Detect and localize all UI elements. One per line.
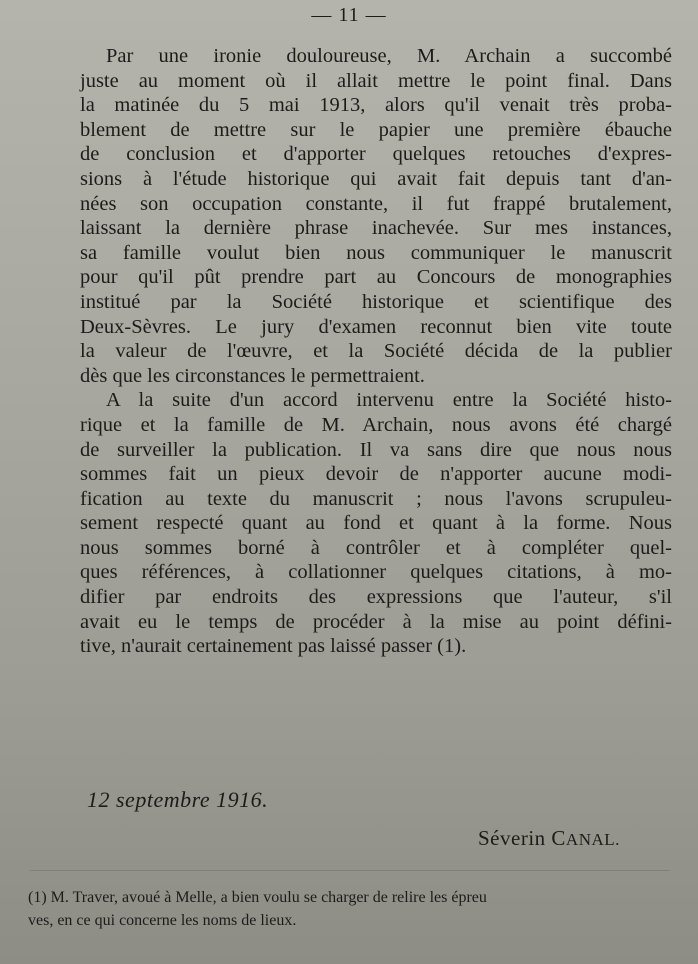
text-line: Par une ironie douloureuse, M. Archain a succombé bbox=[106, 45, 672, 67]
signature bbox=[478, 826, 620, 851]
text-line: de surveiller la publication. Il va sans dire que nous nous bbox=[80, 438, 672, 461]
text-line: tive, n'aurait certainement pas laissé passer (1). bbox=[80, 635, 467, 658]
text-line: sement respecté quant au fond et quant à la forme. Nous bbox=[80, 512, 672, 535]
text-line: avait eu le temps de procéder à la mise au point défini- bbox=[80, 610, 672, 633]
text-line: Deux-Sèvres. Le jury d'examen reconnut bien vite toute bbox=[80, 315, 672, 338]
body-text bbox=[80, 44, 672, 659]
signature-first-name: Séverin bbox=[478, 826, 552, 850]
text-line: dès que les circonstances le permettraient. bbox=[80, 364, 425, 387]
footnote-line: ves, en ce qui concerne les noms de lieux. bbox=[28, 912, 297, 929]
page-number: — 11 — bbox=[311, 4, 387, 26]
text-line: de conclusion et d'apporter quelques retouches d'expres- bbox=[80, 143, 672, 166]
footnote-divider bbox=[30, 870, 670, 871]
text-line: sommes fait un pieux devoir de n'apporter aucune modi- bbox=[80, 463, 672, 486]
text-line: difier par endroits des expressions que l'auteur, s'il bbox=[80, 586, 672, 609]
text-line: rique et la famille de M. Archain, nous avons été chargé bbox=[80, 413, 672, 436]
signature-initial: C bbox=[551, 826, 566, 850]
paragraph-2 bbox=[80, 388, 672, 659]
signature-surname-smallcaps: ANAL. bbox=[565, 830, 620, 849]
text-line: institué par la Société historique et scientifique des bbox=[80, 290, 672, 313]
text-line: pour qu'il pût prendre part au Concours de monographies bbox=[80, 266, 672, 289]
footnote-line: (1) M. Traver, avoué à Melle, a bien voulu se charger de relire les épreu bbox=[28, 889, 487, 906]
text-line: laissant la dernière phrase inachevée. Sur mes instances, bbox=[80, 217, 672, 240]
text-line: nous sommes borné à contrôler et à compléter quel- bbox=[80, 536, 672, 559]
footnote bbox=[28, 886, 694, 932]
text-line: la valeur de l'œuvre, et la Société décida de la publier bbox=[80, 340, 672, 363]
date-line: 12 septembre 1916. bbox=[87, 787, 269, 812]
text-line: fication au texte du manuscrit ; nous l'avons scrupuleu- bbox=[80, 487, 672, 510]
text-line: nées son occupation constante, il fut frappé brutalement, bbox=[80, 192, 672, 215]
text-line: sa famille voulut bien nous communiquer le manuscrit bbox=[80, 241, 672, 264]
text-line: sions à l'étude historique qui avait fait depuis tant d'an- bbox=[80, 167, 672, 190]
text-line: juste au moment où il allait mettre le point final. Dans bbox=[80, 69, 672, 92]
text-line: A la suite d'un accord intervenu entre la Société histo- bbox=[106, 389, 672, 412]
text-line: blement de mettre sur le papier une première ébauche bbox=[80, 118, 672, 141]
text-line: la matinée du 5 mai 1913, alors qu'il venait très proba- bbox=[80, 94, 672, 117]
text-line: ques références, à collationner quelques citations, à mo- bbox=[80, 561, 672, 584]
paragraph-1 bbox=[80, 44, 672, 388]
